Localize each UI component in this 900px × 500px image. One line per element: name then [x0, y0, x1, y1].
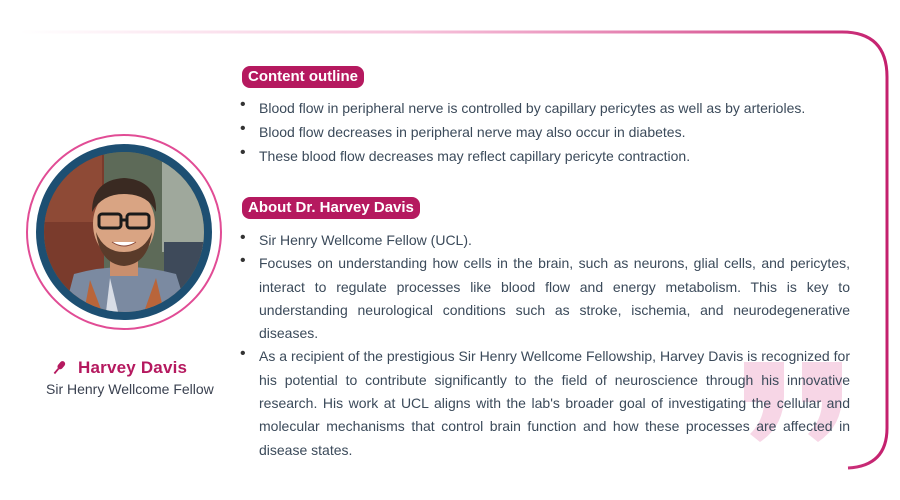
about-list: [238, 229, 850, 462]
speaker-name: Harvey Davis: [78, 358, 188, 377]
list-item: • Blood flow decreases in peripheral nerve may also occur in diabetes.: [238, 120, 858, 144]
list-item: • These blood flow decreases may reflect capillary pericyte contraction.: [238, 144, 858, 168]
speaker-role: Sir Henry Wellcome Fellow: [46, 381, 214, 397]
microphone-icon: [50, 359, 68, 377]
content-outline-list: [238, 96, 858, 168]
portrait-photo: [44, 152, 204, 312]
list-item: • Focuses on understanding how cells in the brain, such as neurons, glial cells, and pericytes, interact to regulate processes like blood flow and energy metabolism. This is key to understanding neurological conditions such as stroke, ischemia, and neurodegenerative diseases.: [238, 252, 850, 345]
about-heading: About Dr. Harvey Davis: [242, 197, 420, 219]
list-item: • Blood flow in peripheral nerve is controlled by capillary pericytes as well as by arterioles.: [238, 96, 858, 120]
content-outline-heading: Content outline: [242, 66, 364, 88]
list-item: • Sir Henry Wellcome Fellow (UCL).: [238, 229, 850, 252]
list-item: • As a recipient of the prestigious Sir Henry Wellcome Fellowship, Harvey Davis is recognized for his potential to contribute significantly to the field of neuroscience through his innovative research. His work at UCL aligns with the lab's broader goal of investigating the cellular and molecular mechanisms that control brain function and how these processes are affected in disease states.: [238, 345, 850, 461]
avatar: [36, 144, 212, 320]
speaker-name-row: [50, 357, 220, 379]
portrait-ring: [26, 134, 222, 330]
